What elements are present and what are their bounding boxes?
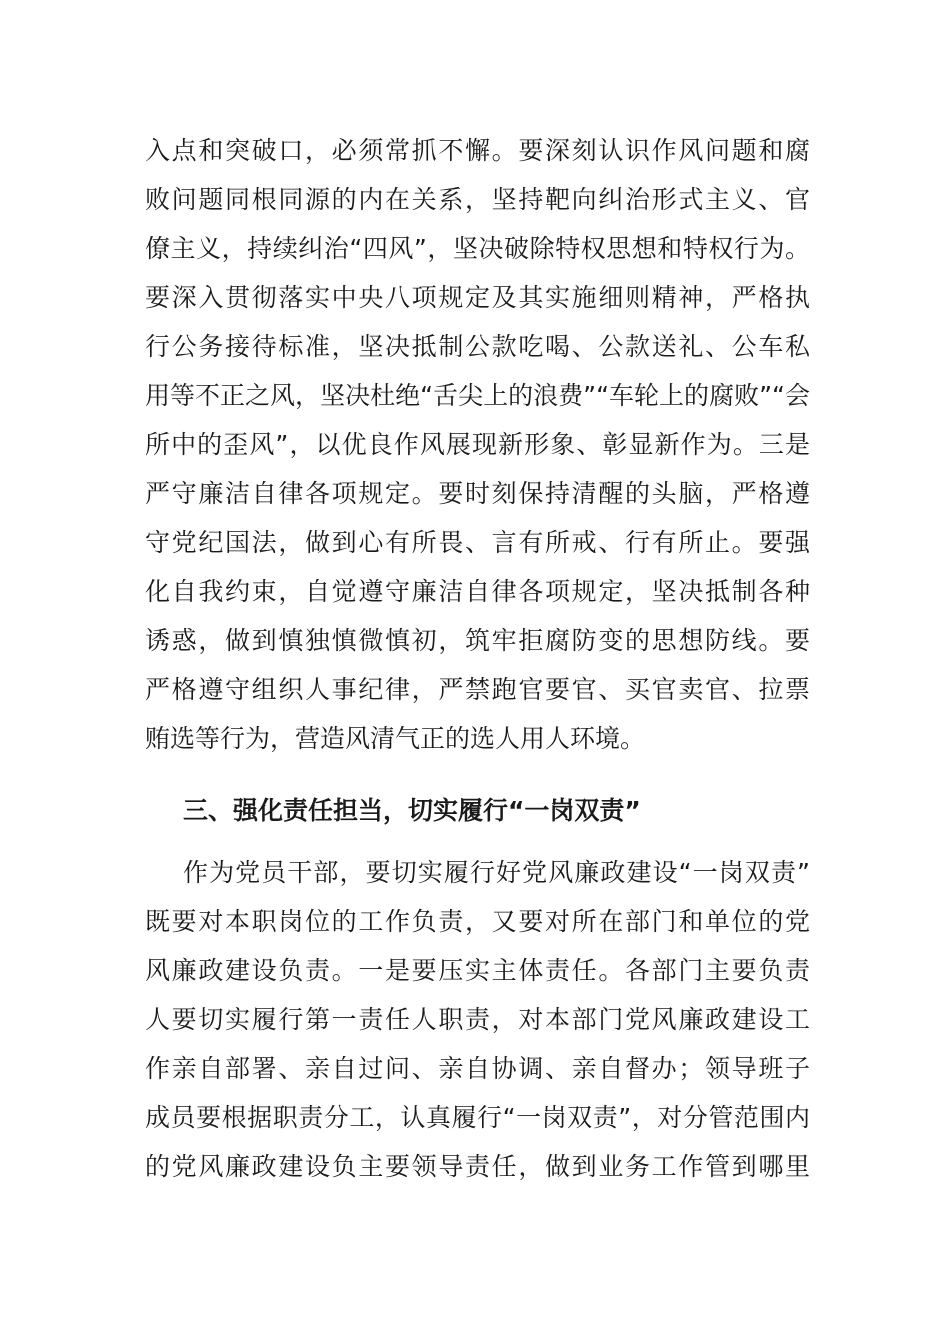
paragraph-line: 入点和突破口，必须常抓不懈。要深刻认识作风问题和腐 bbox=[145, 136, 810, 165]
body-paragraph bbox=[145, 848, 810, 1191]
paragraph-line: 作为党员干部，要切实履行好党风廉政建设“一岗双责” bbox=[183, 858, 810, 887]
paragraph-line: 用等不正之风，坚决杜绝“舌尖上的浪费”“车轮上的腐败”“会 bbox=[145, 381, 810, 410]
paragraph-line: 诱惑，做到慎独慎微慎初，筑牢拒腐防变的思想防线。要 bbox=[145, 626, 810, 655]
body-paragraph bbox=[145, 126, 810, 763]
paragraph-line: 的党风廉政建设负主要领导责任，做到业务工作管到哪里 bbox=[145, 1152, 810, 1181]
paragraph-line: 人要切实履行第一责任人职责，对本部门党风廉政建设工 bbox=[145, 1005, 810, 1034]
section-heading: 三、强化责任担当，切实履行“一岗双责” bbox=[183, 796, 641, 825]
paragraph-line: 败问题同根同源的内在关系，坚持靶向纠治形式主义、官 bbox=[145, 185, 810, 214]
paragraph-line: 守党纪国法，做到心有所畏、言有所戒、行有所止。要强 bbox=[145, 528, 810, 557]
paragraph-line: 风廉政建设负责。一是要压实主体责任。各部门主要负责 bbox=[145, 956, 810, 985]
paragraph-line: 作亲自部署、亲自过问、亲自协调、亲自督办；领导班子 bbox=[145, 1054, 810, 1083]
paragraph-line: 僚主义，持续纠治“四风”，坚决破除特权思想和特权行为。 bbox=[145, 234, 810, 263]
paragraph-line: 贿选等行为，营造风清气正的选人用人环境。 bbox=[145, 724, 646, 753]
paragraph-line: 要深入贯彻落实中央八项规定及其实施细则精神，严格执 bbox=[145, 283, 810, 312]
paragraph-line: 行公务接待标准，坚决抵制公款吃喝、公款送礼、公车私 bbox=[145, 332, 810, 361]
paragraph-line: 严守廉洁自律各项规定。要时刻保持清醒的头脑，严格遵 bbox=[145, 479, 810, 508]
paragraph-line: 所中的歪风”，以优良作风展现新形象、彰显新作为。三是 bbox=[145, 430, 810, 459]
paragraph-line: 既要对本职岗位的工作负责，又要对所在部门和单位的党 bbox=[145, 907, 810, 936]
paragraph-line: 化自我约束，自觉遵守廉洁自律各项规定，坚决抵制各种 bbox=[145, 577, 810, 606]
paragraph-line: 成员要根据职责分工，认真履行“一岗双责”，对分管范围内 bbox=[145, 1103, 810, 1132]
paragraph-line: 严格遵守组织人事纪律，严禁跑官要官、买官卖官、拉票 bbox=[145, 675, 810, 704]
